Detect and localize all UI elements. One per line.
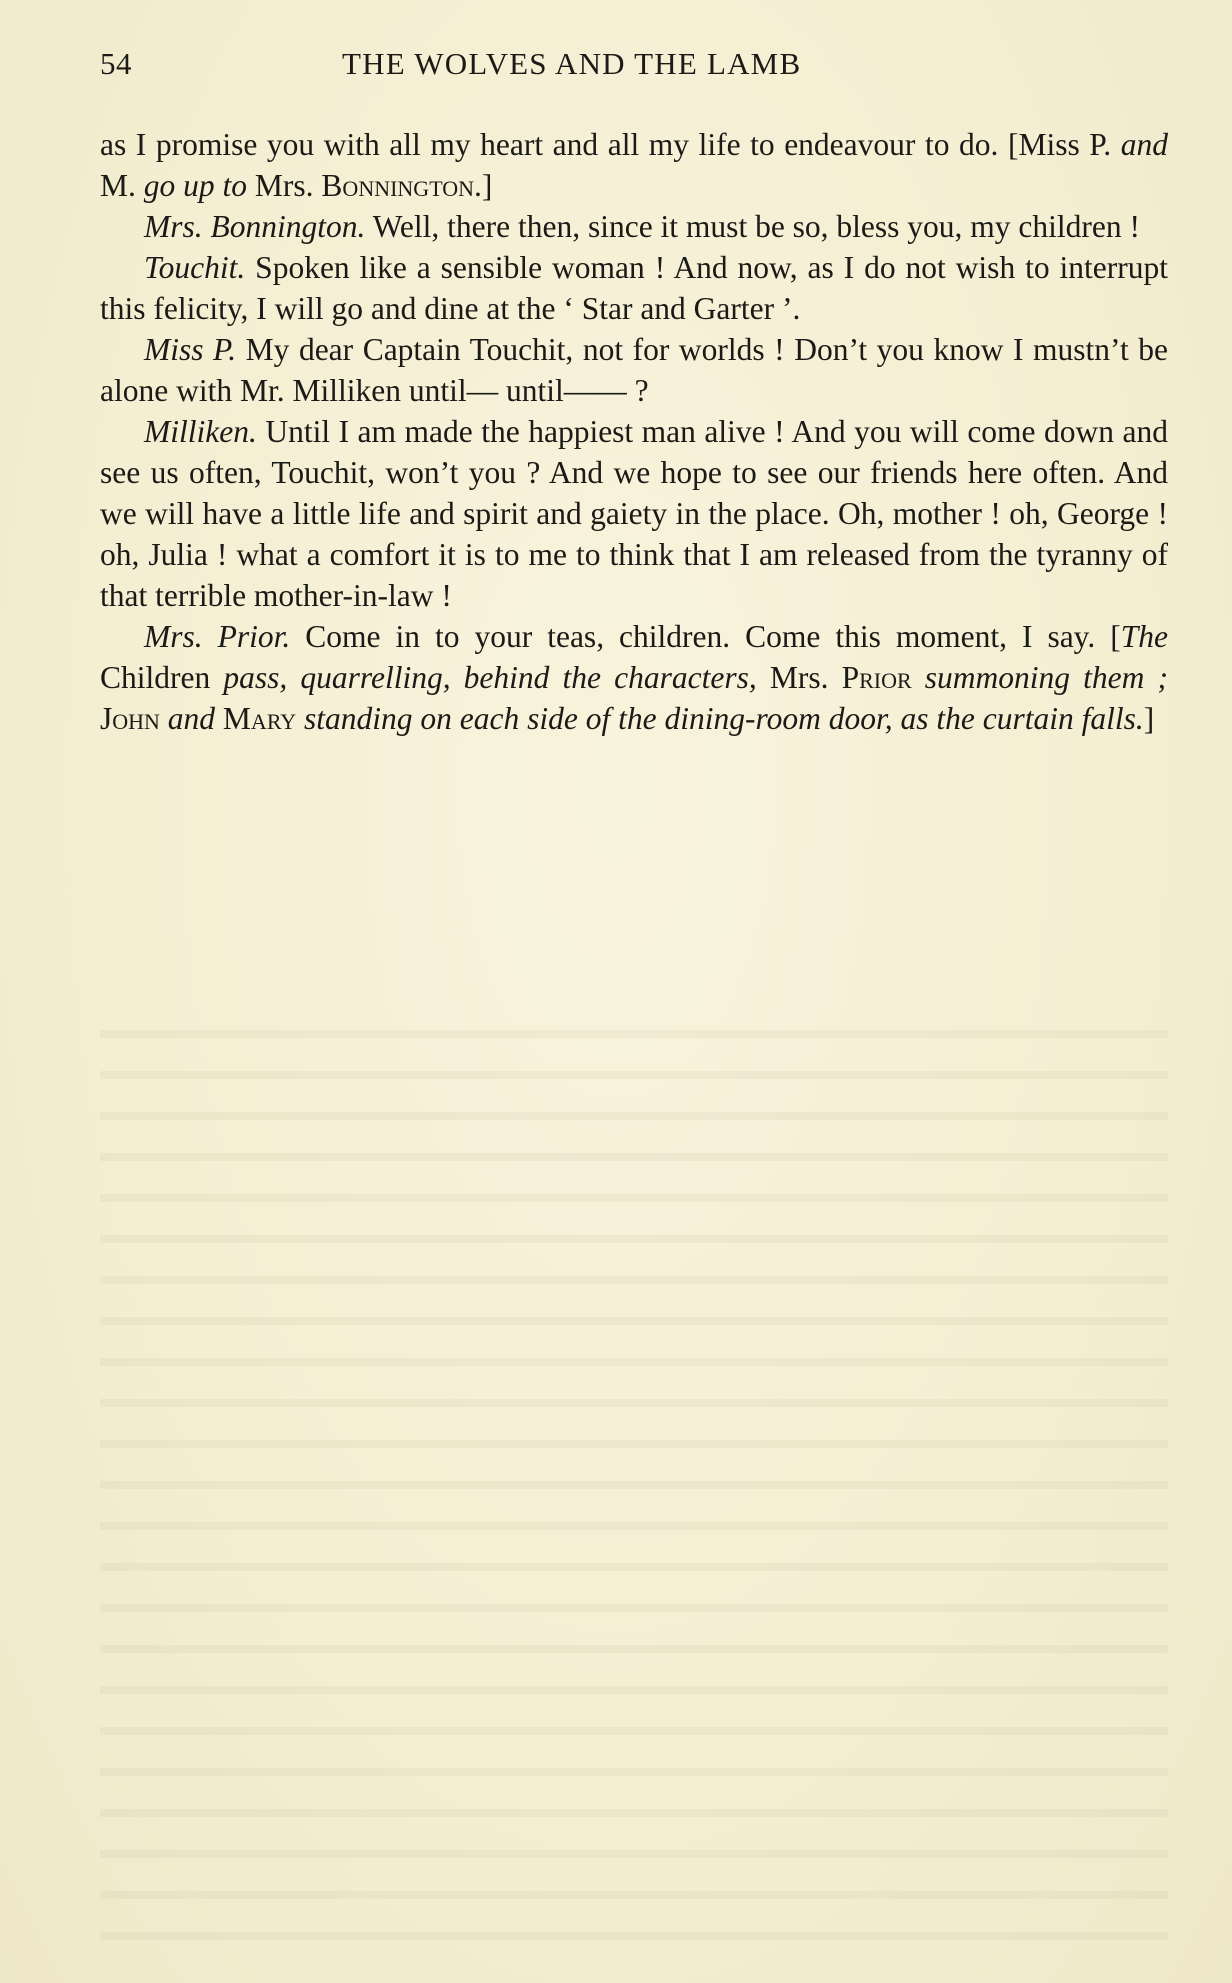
speaker-name: Mrs. Prior. — [144, 619, 291, 654]
paragraph-mrs-bonnington: Mrs. Bonnington. Well, there then, since it must be so, bless you, my children ! — [144, 209, 1141, 244]
paragraph-stage-direction: as I promise you with all my heart and all my life to endeavour to do. [Miss P. and M. go up to Mrs. Bonnington.] — [100, 127, 1168, 203]
speaker-name: Touchit. — [144, 250, 246, 285]
paragraph-mrs-prior: Mrs. Prior. Come in to your teas, children. Come this moment, I say. [The Children pass, quarrelling, behind the characters, Mrs. Prior summoning them ; John and Mary standing on each side of the dining-room door, as the curtain falls.] — [100, 619, 1168, 736]
running-title: THE WOLVES AND THE LAMB — [342, 46, 802, 81]
page-number: 54 — [100, 46, 132, 81]
speaker-name: Mrs. Bonnington. — [144, 209, 366, 244]
paragraph-touchit: Touchit. Spoken like a sensible woman ! And now, as I do not wish to interrupt this felicity, I will go and dine at the ‘ Star and Garter ’. — [100, 250, 1168, 326]
paragraph-miss-p: Miss P. My dear Captain Touchit, not for worlds ! Don’t you know I mustn’t be alone with Mr. Milliken until— until—— ? — [100, 332, 1168, 408]
bleed-through-shadow — [100, 1008, 1168, 1948]
speaker-name: Milliken. — [144, 414, 257, 449]
running-header — [100, 46, 1168, 90]
page-text — [100, 124, 1168, 739]
paragraph-milliken: Milliken. Until I am made the happiest man alive ! And you will come down and see us often, Touchit, won’t you ? And we hope to see our friends here often. And we will have a little life and spirit and gaiety in the place. Oh, mother ! oh, George ! oh, Julia ! what a comfort it is to me to think that I am released from the tyranny of that terrible mother-in-law ! — [100, 414, 1168, 613]
speaker-name: Miss P. — [144, 332, 237, 367]
